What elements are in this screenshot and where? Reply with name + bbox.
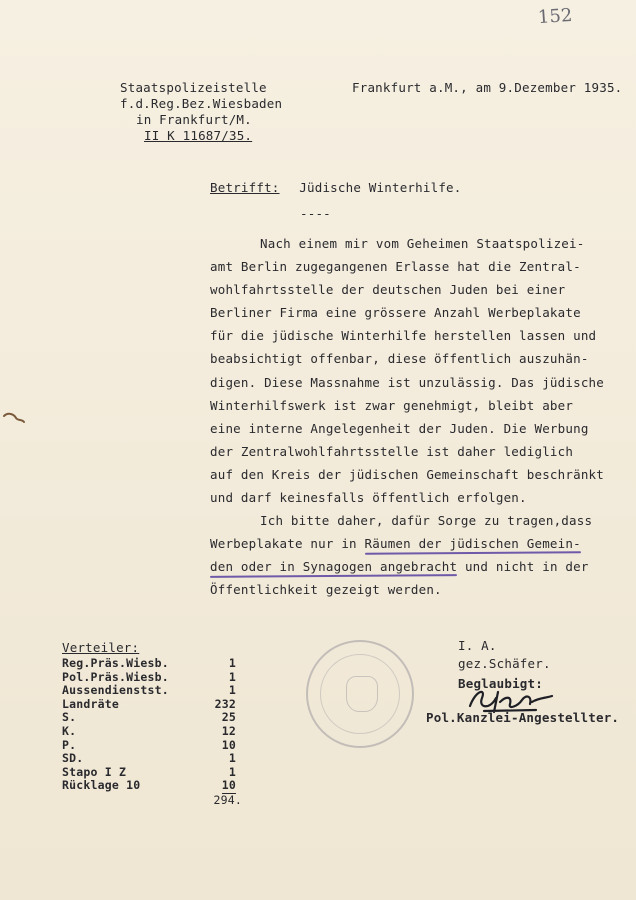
distribution-total-row <box>62 793 262 808</box>
margin-stain-icon <box>2 408 26 426</box>
body-line: Öffentlichkeit gezeigt werden. <box>210 582 442 598</box>
sender-block <box>120 80 282 144</box>
recipient: P. <box>62 737 77 752</box>
body-line <box>210 532 630 555</box>
office-title: Pol.Kanzlei-Angestellter. <box>426 710 620 725</box>
body-line: Nach einem mir vom Geheimen Staatspolizei- <box>260 236 585 251</box>
distribution-row <box>62 684 262 698</box>
body-line: wohlfahrtsstelle der deutschen Juden bei einer <box>210 282 566 298</box>
sender-line-3: in Frankfurt/M. <box>136 112 252 127</box>
letter-body <box>210 232 630 602</box>
body-line: auf den Kreis der jüdischen Gemeinschaft beschränkt <box>210 466 605 482</box>
body-line <box>210 555 630 578</box>
folio-number: 152 <box>537 4 574 29</box>
recipient: Landräte <box>62 696 119 711</box>
distribution-row <box>62 752 262 766</box>
body-line: eine interne Angelegenheit der Juden. Die Werbung <box>210 420 589 436</box>
recipient: Stapo I Z <box>62 764 127 779</box>
body-line: amt Berlin zugegangenen Erlasse hat die Zentral- <box>210 259 581 275</box>
recipient-count: 25 <box>221 710 236 725</box>
recipient-count: 1 <box>228 669 236 684</box>
file-reference: II K 11687/35. <box>144 128 253 143</box>
sender-line-2: f.d.Reg.Bez.Wiesbaden <box>120 96 283 111</box>
body-line: der Zentralwohlfahrtsstelle ist daher lediglich <box>210 443 574 459</box>
body-line: Berliner Firma eine grössere Anzahl Werbeplakate <box>210 305 581 321</box>
body-line: und darf keinesfalls öffentlich erfolgen. <box>210 490 527 506</box>
sender-line-1: Staatspolizeistelle <box>120 80 267 95</box>
distribution-row <box>62 779 262 793</box>
subject-text: Jüdische Winterhilfe. <box>299 180 462 195</box>
recipient: Aussendienstst. <box>62 683 169 698</box>
signer-name: gez.Schäfer. <box>458 656 551 671</box>
distribution-row <box>62 657 262 671</box>
body-fragment: Werbeplakate nur in <box>210 536 365 552</box>
highlighted-phrase: den oder in Synagogen angebracht <box>210 559 458 575</box>
recipient: Pol.Präs.Wiesb. <box>62 669 169 684</box>
subject-separator: ---- <box>300 206 331 221</box>
body-line: beabsichtigt offenbar, diese öffentlich auszuhän- <box>210 351 589 367</box>
distribution-row <box>62 698 262 712</box>
recipient: SD. <box>62 751 84 766</box>
recipient: K. <box>62 723 77 738</box>
certified-label: Beglaubigt: <box>458 676 543 691</box>
subject-line <box>210 180 462 195</box>
recipient-count: 10 <box>221 737 236 752</box>
body-line: Ich bitte daher, dafür Sorge zu tragen,dass <box>260 513 593 529</box>
distribution-heading: Verteiler: <box>62 640 140 655</box>
recipient-count: 10 <box>221 778 236 793</box>
seal-emblem-icon <box>346 676 378 712</box>
date-line: Frankfurt a.M., am 9.Dezember 1935. <box>352 80 623 95</box>
body-fragment: und nicht in der <box>457 559 589 575</box>
distribution-row <box>62 766 262 780</box>
body-line: Winterhilfswerk ist zwar genehmigt, bleibt aber <box>210 397 574 413</box>
distribution-list <box>62 640 262 808</box>
ia-label: I. A. <box>458 638 497 653</box>
body-line: digen. Diese Massnahme ist unzulässig. Das jüdische <box>210 374 605 390</box>
recipient: Rücklage 10 <box>62 778 141 793</box>
body-line: für die jüdische Winterhilfe herstellen lassen und <box>210 328 597 344</box>
distribution-total: 294. <box>213 792 242 807</box>
highlighted-phrase: Räumen der jüdischen Gemein- <box>364 536 581 552</box>
recipient-count: 12 <box>221 723 236 738</box>
recipient-count: 1 <box>228 656 236 670</box>
distribution-row <box>62 725 262 739</box>
distribution-row <box>62 671 262 685</box>
official-seal-stamp <box>306 640 414 748</box>
recipient-count: 1 <box>228 764 236 779</box>
recipient-count: 1 <box>228 751 236 766</box>
distribution-row <box>62 711 262 725</box>
subject-label: Betrifft: <box>210 180 280 195</box>
recipient-count: 1 <box>228 683 236 698</box>
signature-block <box>458 637 551 673</box>
recipient-count: 232 <box>214 696 236 711</box>
recipient: S. <box>62 710 77 725</box>
distribution-row <box>62 739 262 753</box>
recipient: Reg.Präs.Wiesb. <box>62 656 169 670</box>
